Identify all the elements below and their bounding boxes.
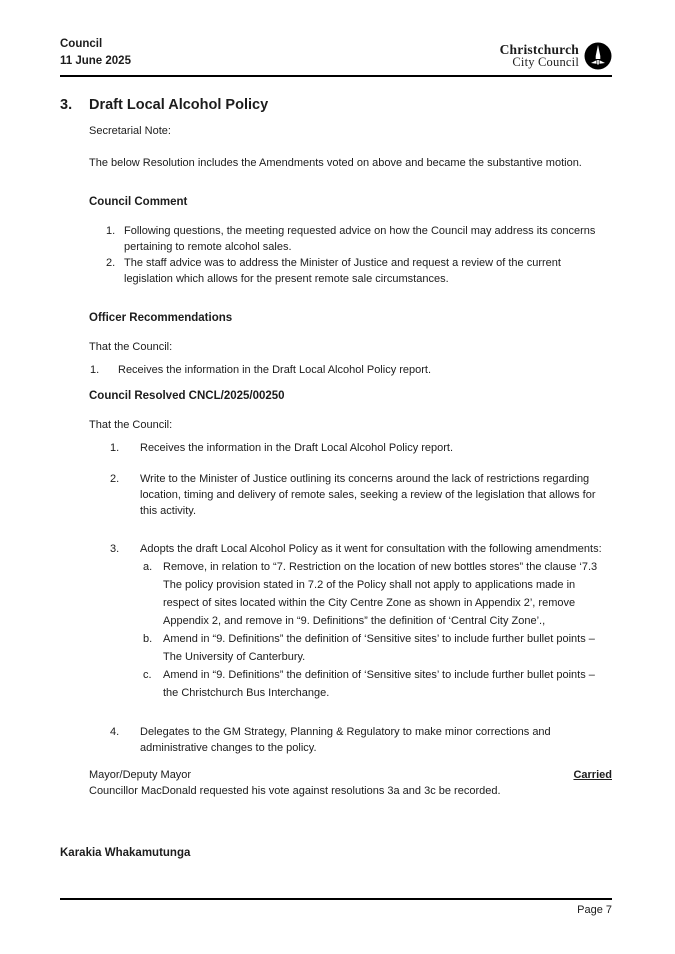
mover-label: Mayor/Deputy Mayor <box>89 769 192 781</box>
list-item-text: The staff advice was to address the Minister of Justice and request a review of the current legislation which allows for the present remote sale circumstances. <box>124 257 561 285</box>
list-marker: 1. <box>90 364 100 376</box>
council-emblem-icon <box>584 42 612 70</box>
list-item <box>60 440 612 456</box>
officer-recommendations-heading: Officer Recommendations <box>89 312 233 324</box>
sub-list-item <box>89 558 612 630</box>
list-marker: c. <box>143 669 152 681</box>
list-item-text: Amend in “9. Definitions” the definition of ‘Sensitive sites’ to include further bullet points – The University of Canterbury. <box>163 633 595 663</box>
resolution-intro: That the Council: <box>89 419 173 431</box>
section-title <box>60 96 612 114</box>
list-marker: 4. <box>110 726 120 738</box>
meeting-date: 11 June 2025 <box>60 55 131 67</box>
council-logo <box>500 42 612 70</box>
vote-note: Councillor MacDonald requested his vote against resolutions 3a and 3c be recorded. <box>89 785 501 797</box>
logo-line1: Christchurch <box>499 42 579 57</box>
header-meeting-info <box>60 36 131 70</box>
list-item-text: Delegates to the GM Strategy, Planning & Regulatory to make minor corrections and administrative changes to the policy. <box>140 726 551 754</box>
sub-list-item <box>89 666 612 702</box>
list-item-text: Remove, in relation to “7. Restriction on the location of new bottles stores” the clause ‘7.3 The policy provision stated in 7.2 of the Policy shall not apply to applications made in respect of sites located within the City Centre Zone as shown in Appendix 2’, remove Appendix 2, and remove in “9. Definitions” the definition of ‘Central City Zone’., <box>163 561 598 627</box>
list-item-text: Receives the information in the Draft Local Alcohol Policy report. <box>140 442 454 454</box>
list-item-text: Following questions, the meeting requested advice on how the Council may address its concerns pertaining to remote alcohol sales. <box>124 225 596 253</box>
list-marker: a. <box>143 561 153 573</box>
list-item <box>60 255 612 287</box>
list-marker: 2. <box>110 473 120 485</box>
list-marker: 3. <box>110 543 120 555</box>
list-item-text: Receives the information in the Draft Local Alcohol Policy report. <box>118 364 432 376</box>
meeting-name: Council <box>60 38 103 50</box>
secretarial-note-text: The below Resolution includes the Amendments voted on above and became the substantive motion. <box>89 157 582 169</box>
list-item <box>60 471 612 519</box>
list-item-text: Amend in “9. Definitions” the definition of ‘Sensitive sites’ to include further bullet points – the Christchurch Bus Interchange. <box>163 669 595 699</box>
list-item <box>60 223 612 255</box>
resolution-heading: Council Resolved CNCL/2025/00250 <box>89 390 285 402</box>
list-marker: 1. <box>110 442 120 454</box>
document-body <box>60 96 612 861</box>
page-header <box>60 36 612 77</box>
page-footer <box>60 898 612 918</box>
list-item-text: Write to the Minister of Justice outlining its concerns around the lack of restrictions regarding location, timing and delivery of remote sales, seeking a review of the legislation that allows for this activity. <box>140 473 596 517</box>
sub-list-item <box>89 630 612 666</box>
list-item <box>60 724 612 756</box>
secretarial-note-label: Secretarial Note: <box>89 125 171 137</box>
section-title-text: Draft Local Alcohol Policy <box>89 97 269 113</box>
list-marker: 2. <box>106 257 116 269</box>
officer-recommendations-intro: That the Council: <box>89 341 173 353</box>
list-item-text: Adopts the draft Local Alcohol Policy as it went for consultation with the following amendments: <box>140 543 602 555</box>
council-comment-heading: Council Comment <box>89 196 188 208</box>
mover-row <box>89 767 612 783</box>
council-comment-list <box>60 223 612 287</box>
council-logo-text <box>500 43 579 69</box>
list-item <box>60 541 612 557</box>
closing-heading: Karakia Whakamutunga <box>60 847 191 859</box>
amendments-sub-list <box>89 558 612 702</box>
section-number: 3. <box>60 97 73 113</box>
list-item <box>60 362 612 378</box>
logo-line2: City Council <box>512 55 579 69</box>
list-marker: 1. <box>106 225 116 237</box>
page-number: Page 7 <box>577 904 612 916</box>
list-marker: b. <box>143 633 153 645</box>
resolution-result: Carried <box>573 769 612 781</box>
